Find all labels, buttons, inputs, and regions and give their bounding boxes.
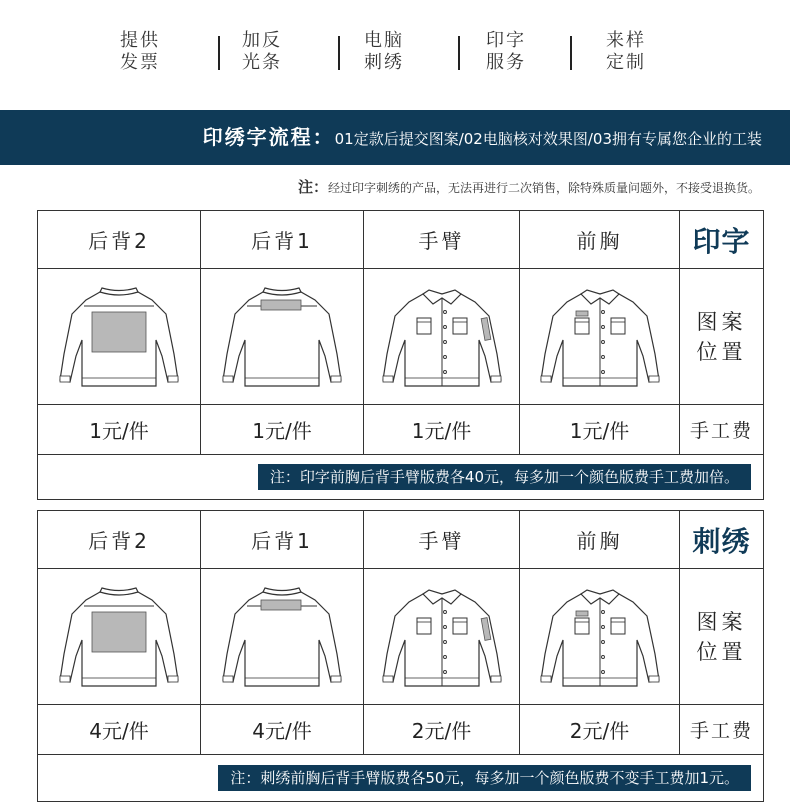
table-price-row bbox=[38, 405, 763, 455]
price-back2: 1元/件 bbox=[89, 419, 149, 443]
table-image-row bbox=[38, 569, 763, 705]
embroidery-price-table bbox=[37, 510, 764, 802]
column-back2: 后背2 bbox=[88, 529, 150, 553]
section-title: 刺绣 bbox=[692, 524, 751, 558]
price-back2: 4元/件 bbox=[89, 719, 149, 743]
jacket-back-full-icon bbox=[50, 582, 188, 692]
price-back1: 4元/件 bbox=[252, 719, 312, 743]
table-header-row bbox=[38, 511, 763, 569]
service-invoice: 提供 发票 bbox=[120, 30, 160, 73]
service-reflective: 加反 光条 bbox=[242, 30, 282, 73]
print-fee-note: 注：印字前胸后背手臂版费各40元，每多加一个颜色版费手工费加倍。 bbox=[258, 464, 751, 490]
process-banner bbox=[0, 110, 790, 165]
table-price-row bbox=[38, 705, 763, 755]
table-note-row bbox=[38, 755, 763, 801]
column-back1: 后背1 bbox=[251, 529, 313, 553]
column-chest: 前胸 bbox=[576, 529, 623, 553]
price-chest: 1元/件 bbox=[569, 419, 630, 443]
divider bbox=[570, 36, 572, 70]
price-arm: 1元/件 bbox=[411, 419, 472, 443]
jacket-back-upper-icon bbox=[213, 582, 351, 692]
column-arm: 手臂 bbox=[418, 229, 465, 253]
table-note-row bbox=[38, 455, 763, 499]
table-image-row bbox=[38, 269, 763, 405]
divider bbox=[338, 36, 340, 70]
jacket-front-arm-icon bbox=[373, 282, 511, 392]
jacket-front-chest-icon bbox=[531, 582, 669, 692]
position-label: 图案 位置 bbox=[696, 609, 747, 664]
price-back1: 1元/件 bbox=[252, 419, 312, 443]
jacket-front-arm-icon bbox=[373, 582, 511, 692]
fee-label: 手工费 bbox=[689, 720, 753, 742]
fee-label: 手工费 bbox=[689, 420, 753, 442]
service-embroidery: 电脑 刺绣 bbox=[364, 30, 404, 73]
section-title: 印字 bbox=[692, 224, 751, 258]
position-label: 图案 位置 bbox=[696, 309, 747, 364]
service-custom: 来样 定制 bbox=[606, 30, 646, 73]
price-arm: 2元/件 bbox=[411, 719, 472, 743]
print-price-table bbox=[37, 210, 764, 500]
jacket-front-chest-icon bbox=[531, 282, 669, 392]
service-printing: 印字 服务 bbox=[486, 30, 526, 73]
return-policy-note: 注：经过印字刺绣的产品，无法再进行二次销售，除特殊质量问题外，不接受退换货。 bbox=[297, 178, 760, 196]
column-back1: 后背1 bbox=[251, 229, 313, 253]
jacket-back-full-icon bbox=[50, 282, 188, 392]
embroidery-fee-note: 注：刺绣前胸后背手臂版费各50元，每多加一个颜色版费不变手工费加1元。 bbox=[218, 765, 751, 791]
column-arm: 手臂 bbox=[418, 529, 465, 553]
price-chest: 2元/件 bbox=[569, 719, 630, 743]
divider bbox=[218, 36, 220, 70]
jacket-back-upper-icon bbox=[213, 282, 351, 392]
banner-text: 印绣字流程：01定款后提交图案/02电脑核对效果图/03拥有专属您企业的工装 bbox=[202, 125, 762, 149]
column-back2: 后背2 bbox=[88, 229, 150, 253]
table-header-row bbox=[38, 211, 763, 269]
services-bar bbox=[100, 30, 700, 76]
divider bbox=[458, 36, 460, 70]
column-chest: 前胸 bbox=[576, 229, 623, 253]
